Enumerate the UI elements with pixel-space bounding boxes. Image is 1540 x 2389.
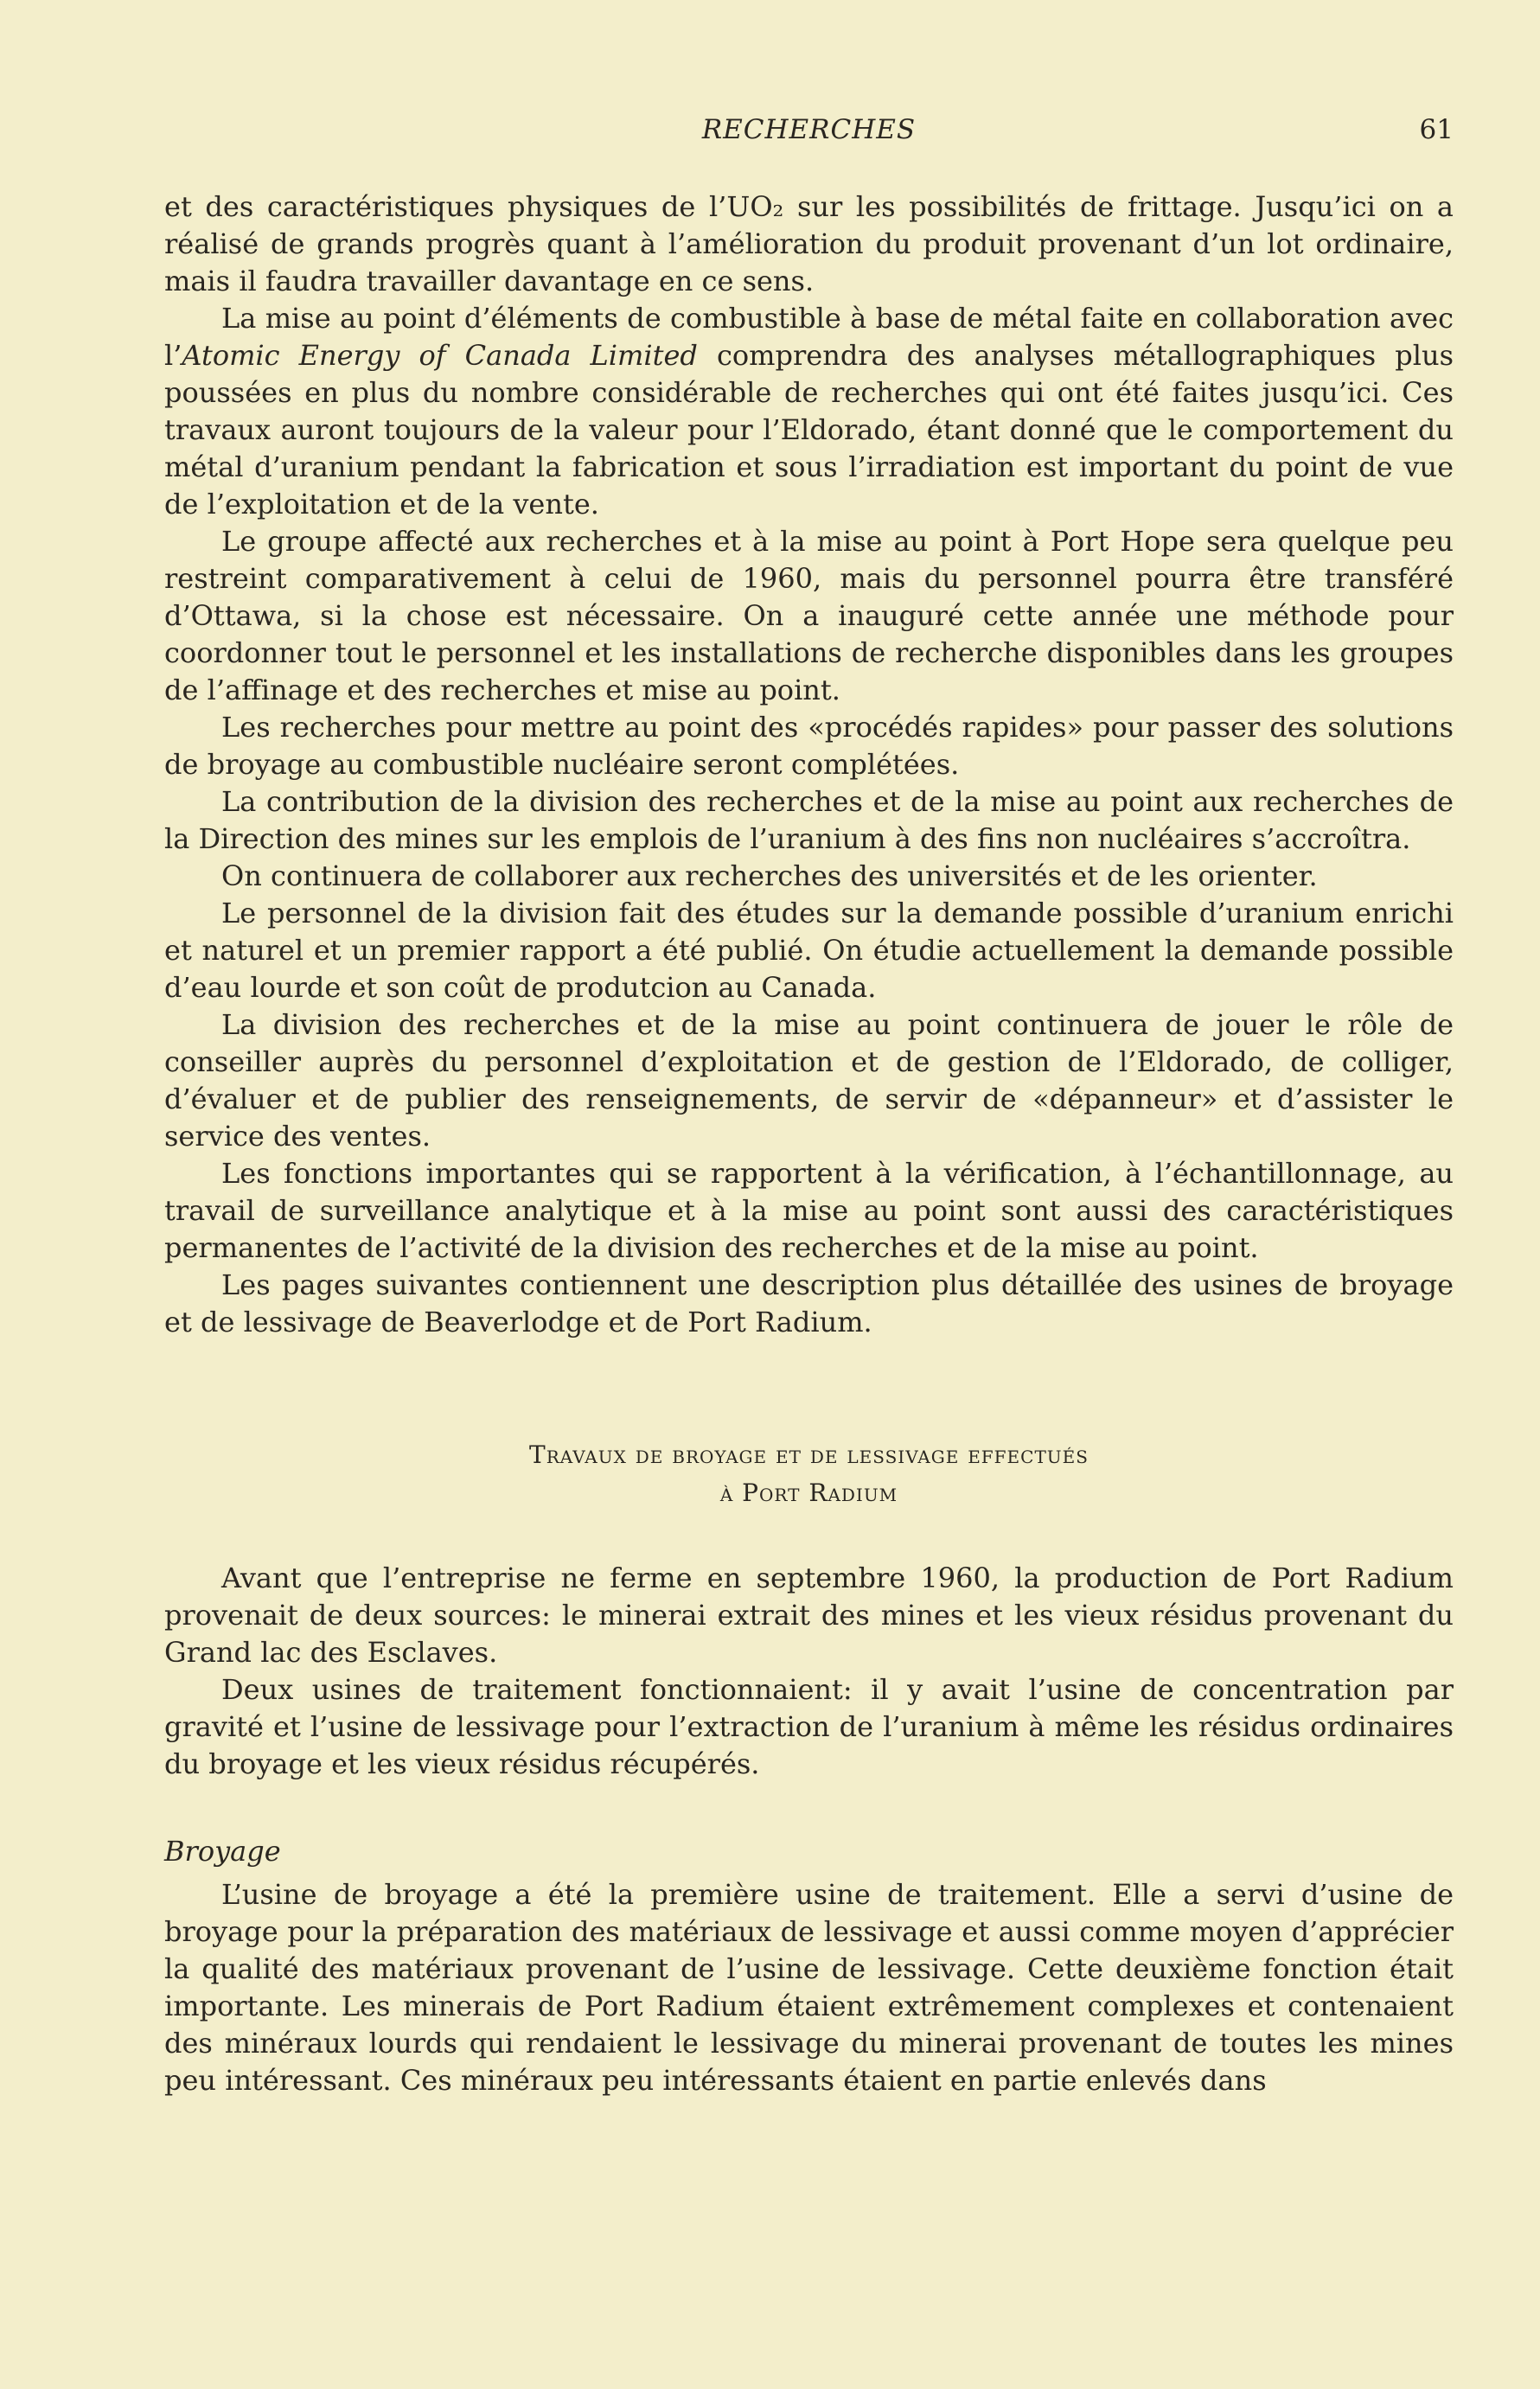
body-text	[164, 188, 1454, 2099]
section-heading	[164, 1436, 1454, 1512]
running-head	[164, 111, 1454, 154]
paragraph: Deux usines de traitement fonctionnaient: il y avait l’usine de concentration par gravité et l’usine de lessivage pour l’extraction de l’uranium à même les résidus ordinaires du broyage et les vieux résidus récupérés.	[164, 1673, 1454, 1780]
paragraph: La contribution de la division des recherches et de la mise au point aux recherches de la Direction des mines sur les emplois de l’uranium à des fins non nucléaires s’accroîtra.	[164, 785, 1454, 855]
paragraph: On continuera de collaborer aux recherches des universités et de les orienter.	[221, 859, 1318, 892]
section-heading-line: à Port Radium	[719, 1479, 898, 1507]
paragraph: et des caractéristiques physiques de l’UO₂ sur les possibilités de frittage. Jusqu’ici on a réalisé de grands progrès quant à l’amélioration du produit provenant d’un lot ordinaire, mais il faudra travailler davantage en ce sens.	[164, 190, 1454, 297]
running-title: RECHERCHES	[701, 114, 917, 145]
page-number: 61	[1419, 114, 1454, 145]
paragraph: Le groupe affecté aux recherches et à la mise au point à Port Hope sera quelque peu restreint comparativement à celui de 1960, mais du personnel pourra être transféré d’Ottawa, si la chose est nécessaire. On a inauguré cette année une méthode pour coordonner tout le personnel et les installations de recherche disponibles dans les groupes de l’affinage et des recherches et mise au point.	[164, 525, 1454, 706]
paragraph: La division des recherches et de la mise au point continuera de jouer le rôle de conseiller auprès du personnel d’exploitation et de gestion de l’Eldorado, de colliger, d’évaluer et de publier des renseignements, de servir de «dépanneur» et d’assister le service des ventes.	[164, 1008, 1454, 1153]
paragraph: Avant que l’entreprise ne ferme en septembre 1960, la production de Port Radium provenait de deux sources: le minerai extrait des mines et les vieux résidus provenant du Grand lac des Esclaves.	[164, 1562, 1454, 1669]
text-run: La mise au point d’éléments de combustible à base de métal faite en collaboration avec l’	[164, 302, 1454, 372]
section-heading-line: Travaux de broyage et de lessivage effectués	[529, 1440, 1089, 1469]
paragraph: Les fonctions importantes qui se rapportent à la vérification, à l’échantillonnage, au travail de surveillance analytique et à la mise au point sont aussi des caractéristiques permanentes de l’activité de la division des recherches et de la mise au point.	[164, 1157, 1454, 1264]
paragraph	[164, 300, 1454, 523]
organization-name: Atomic Energy of Canada Limited	[182, 339, 698, 372]
paragraph: L’usine de broyage a été la première usine de traitement. Elle a servi d’usine de broyage pour la préparation des matériaux de lessivage et aussi comme moyen d’apprécier la qualité des matériaux provenant de l’usine de lessivage. Cette deuxième fonction était importante. Les minerais de Port Radium étaient extrêmement complexes et contenaient des minéraux lourds qui rendaient le lessivage du minerai provenant de toutes les mines peu intéressant. Ces minéraux peu intéressants étaient en partie enlevés dans	[164, 1878, 1454, 2097]
text-run: comprendra des analyses métallographiques plus poussées en plus du nombre considérable de recherches qui ont été faites jusqu’ici. Ces travaux auront toujours de la valeur pour l’Eldorado, étant donné que le comportement du métal d’uranium pendant la fabrication et sous l’irradiation est important du point de vue de l’exploitation et de la vente.	[164, 339, 1454, 521]
paragraph: Les recherches pour mettre au point des «procédés rapides» pour passer des solutions de broyage au combustible nucléaire seront complétées.	[164, 711, 1454, 781]
subheading: Broyage	[164, 1835, 281, 1868]
paragraph: Les pages suivantes contiennent une description plus détaillée des usines de broyage et de lessivage de Beaverlodge et de Port Radium.	[164, 1268, 1454, 1338]
paragraph: Le personnel de la division fait des études sur la demande possible d’uranium enrichi et naturel et un premier rapport a été publié. On étudie actuellement la demande possible d’eau lourde et son coût de produtcion au Canada.	[164, 897, 1454, 1004]
